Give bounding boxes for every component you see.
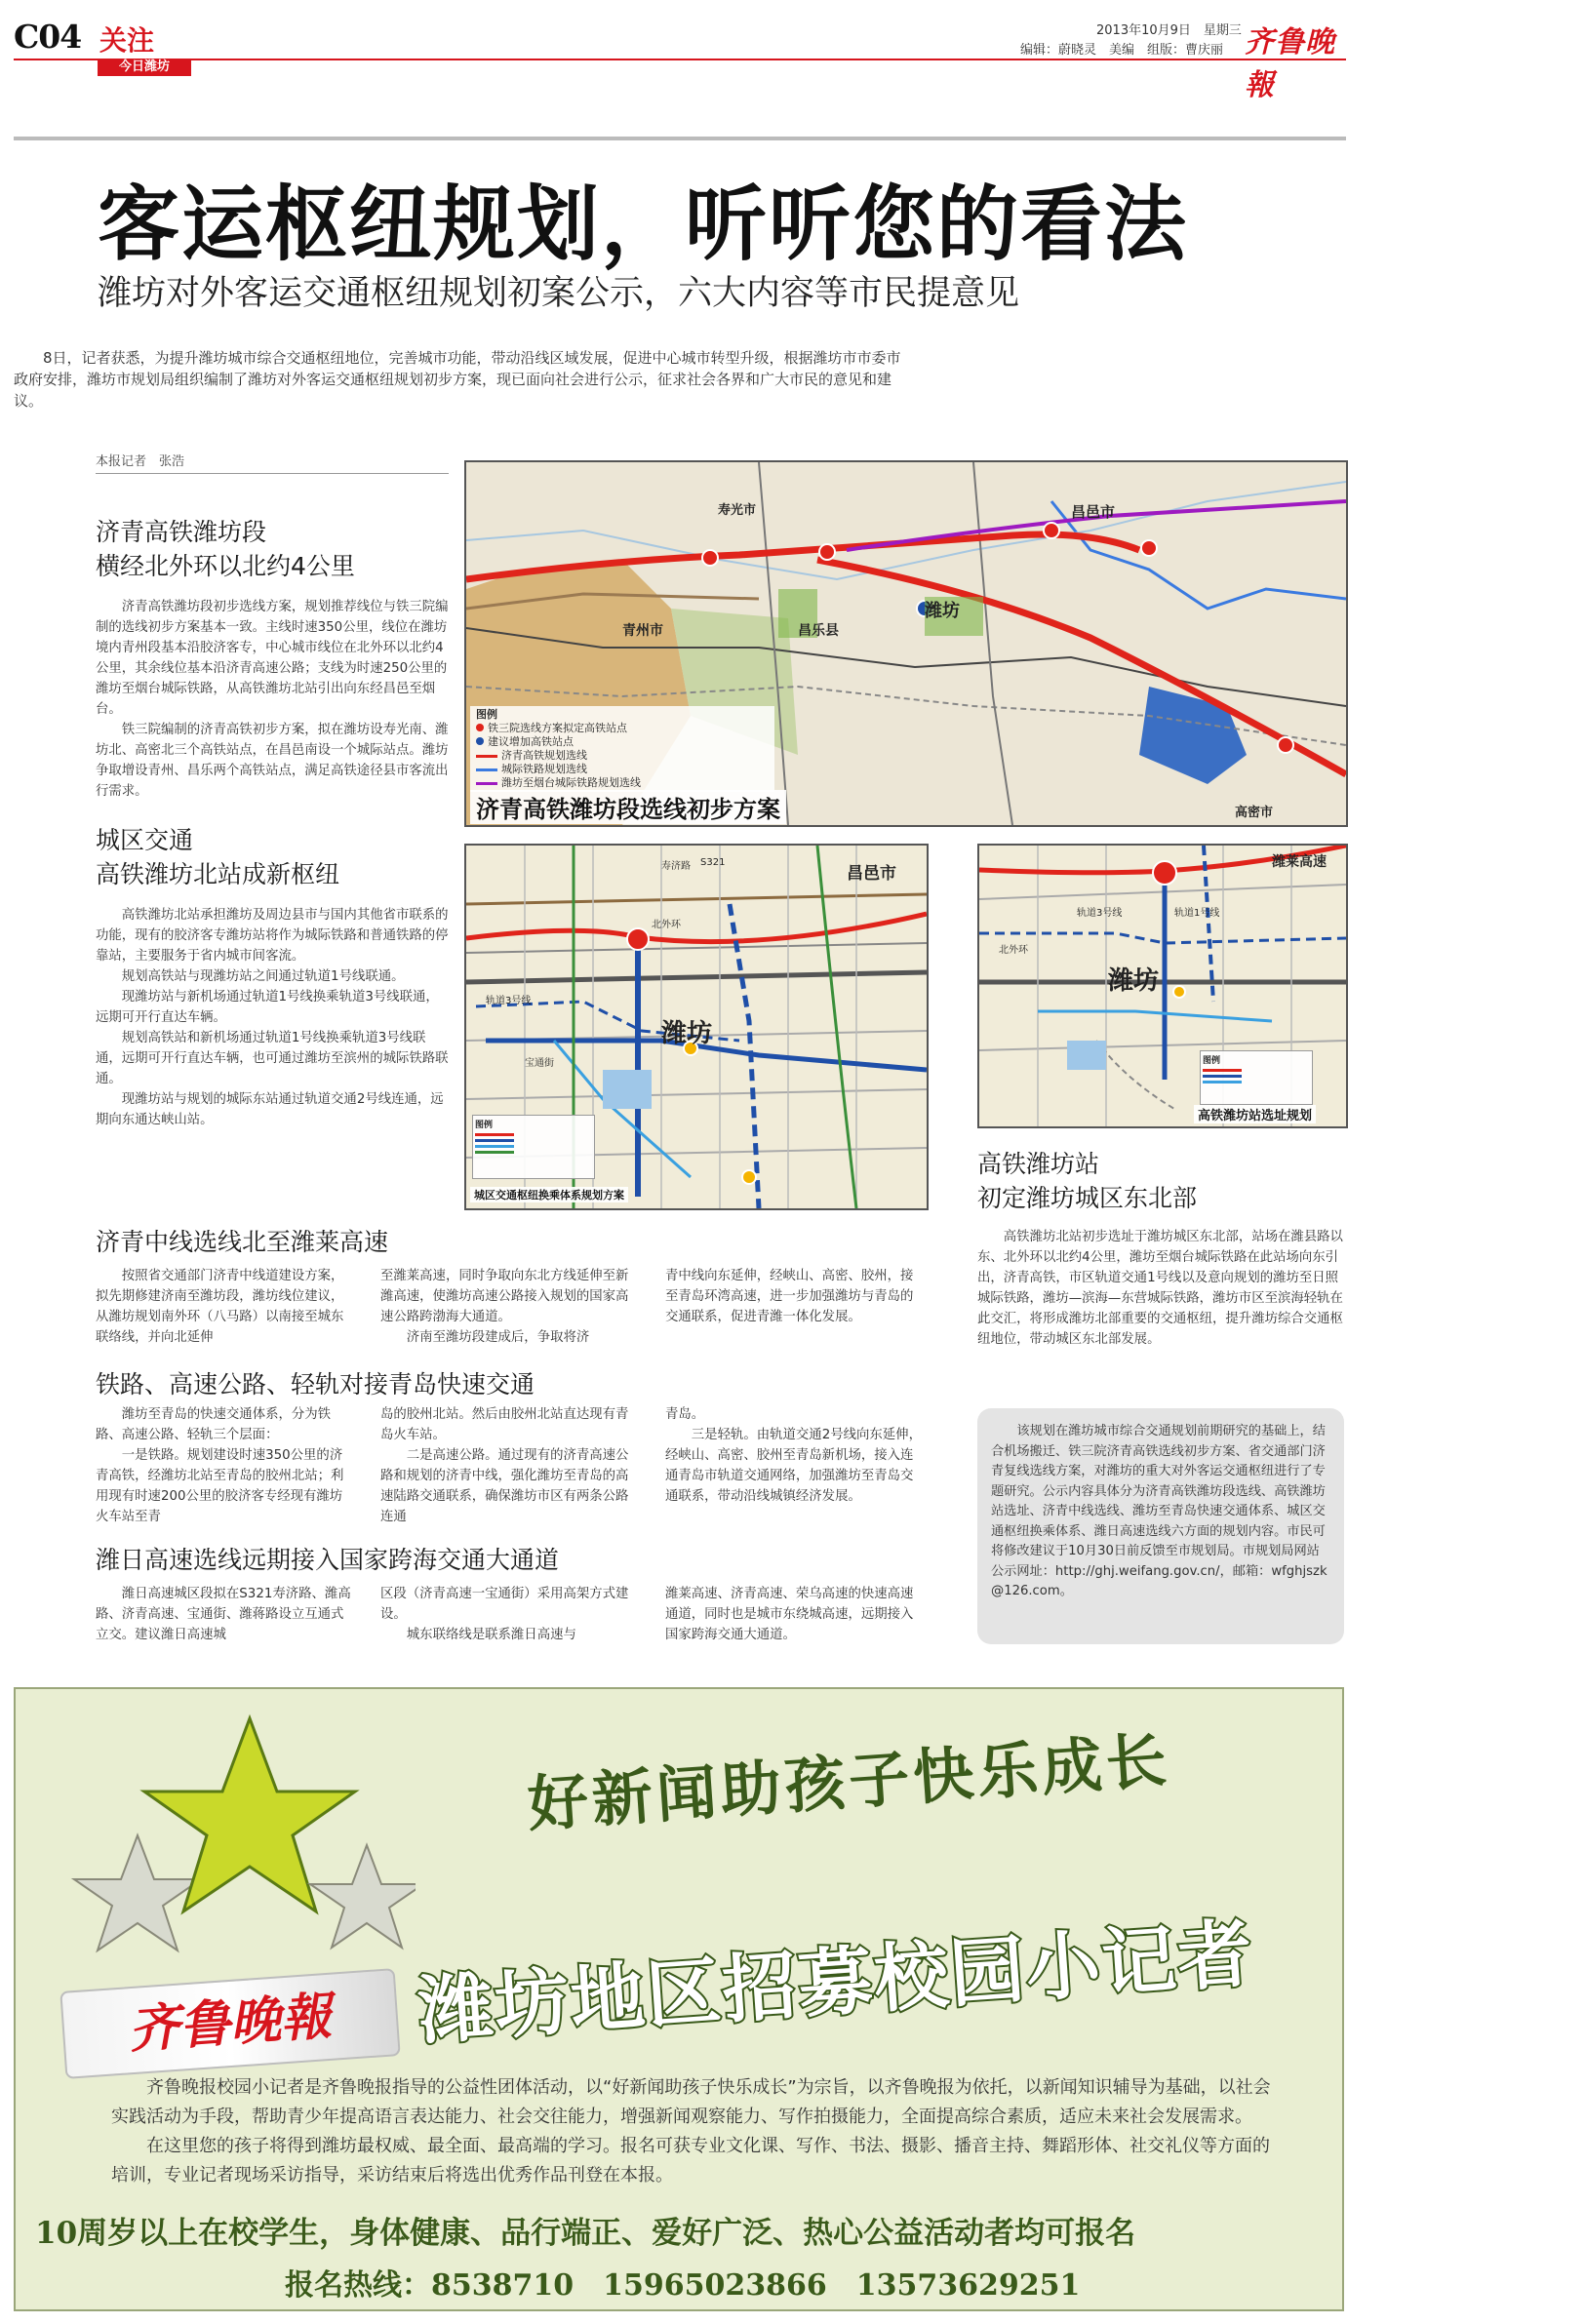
map-legend (1200, 1050, 1313, 1105)
issue-date: 2013年10月9日 星期三 (1096, 23, 1242, 38)
map-label: S321 (700, 857, 726, 868)
section-3-title-a: 高铁潍坊站 (977, 1150, 1100, 1178)
subsection-label: 今日潍坊 (118, 59, 170, 74)
ad-title: 潍坊地区招募校园小记者 (416, 1910, 1257, 2055)
section-4-title: 济青中线选线北至潍莱高速 (96, 1228, 389, 1256)
section-1-para: 铁三院编制的济青高铁初步方案，拟在潍坊设寿光南、潍坊北、高密北三个高铁站点，在昌邑南设一个城际站点。潍坊争取增设青州、昌乐两个高铁站点，满足高铁途径县市客流出行需求。 (96, 723, 449, 799)
page-code: C04 (14, 18, 82, 56)
section-1-title-a: 济青高铁潍坊段 (96, 518, 267, 546)
map-label: 轨道3号线 (1077, 908, 1123, 919)
star-icon (45, 1699, 416, 1982)
notice-text: 该规划在潍坊城市综合交通规划前期研究的基础上，结合机场搬迁、铁三院济青高铁选线初步方案、省交通部门济青复线选线方案，对潍坊的重大对外客运交通枢纽进行了专题研究。公示内容具体分为济青高铁潍坊段选线、高铁潍坊站选址、济青中线选线、潍坊至青岛快速交通体系、城区交通枢纽换乘体系、潍日高速选线六方面的规划内容。市民可将修改建议于10月30日前反馈至市规划局。市规划局网站公示网址：http://ghj.weifang.gov.cn/，邮箱：wfghjszk@126.com。 (991, 1424, 1327, 1598)
editor-credits: 编辑：蔚晓灵 美编 组版：曹庆丽 (1020, 43, 1224, 58)
section-5-col: 潍坊至青岛的快速交通体系，分为铁路、高速公路、轻轨三个层面： 一是铁路。规划建设时速350公里的济青高铁，经潍坊北站至青岛的胶州北站；利用现有时速200公里的胶济客专经现有潍坊火车站至青 (96, 1407, 344, 1524)
legend-item: 铁三院选线方案拟定高铁站点 (476, 722, 769, 735)
legend-item: 建议增加高铁站点 (476, 735, 769, 749)
section-6-col: 区段（济青高速一宝通街）采用高架方式建设。 城东联络线是联系潍日高速与 (380, 1587, 629, 1642)
section-5-col: 青岛。 三是轻轨。由轨道交通2号线向东延伸，经峡山、高密、胶州至青岛新机场，接入连通青岛市轨道交通网络，加强潍坊至青岛交通联系，带动沿线城镇经济发展。 (665, 1407, 922, 1504)
section-5-title: 铁路、高速公路、轻轨对接青岛快速交通 (96, 1370, 535, 1398)
section-1-title-b: 横经北外环以北约4公里 (96, 552, 355, 580)
ad-logo: 齐鲁晚報 (127, 1986, 334, 2061)
legend-item: 济青高铁规划选线 (476, 749, 769, 763)
legend-item: 城际铁路规划选线 (476, 763, 769, 776)
section-3 (977, 1147, 1344, 1350)
ad-requirement: 10周岁以上在校学生，身体健康、品行端正、爱好广泛、热心公益活动者均可报名 (35, 2216, 1136, 2251)
ad-logo-ribbon (59, 1968, 400, 2079)
section-2-para: 现潍坊站与规划的城际东站通过轨道交通2号线连通，远期向东通达峡山站。 (96, 1092, 444, 1127)
map-legend (470, 706, 774, 792)
subheadline: 潍坊对外客运交通枢纽规划初案公示，六大内容等市民提意见 (98, 274, 1020, 313)
section-6-col: 潍莱高速、济青高速、荣乌高速的快速高速通道，同时也是城市东绕城高速，远期接入国家跨海交通大通道。 (665, 1587, 914, 1642)
ad-banner (14, 1687, 1344, 2311)
map-label: 昌乐县 (798, 623, 839, 639)
map-label: 轨道1号线 (1174, 908, 1220, 919)
section-2-para: 高铁潍坊北站承担潍坊及周边县市与国内其他省市联系的功能，现有的胶济客专潍坊站将作为城际铁路和普通铁路的停靠站，主要服务于省内城市间客流。 (96, 908, 449, 964)
legend-item: 潍坊至烟台城际铁路规划选线 (476, 776, 769, 790)
masthead-logo: 齐鲁晚報 (1245, 25, 1335, 102)
map-legend (472, 1115, 595, 1179)
legend-title: 图例 (476, 708, 497, 721)
map-label: 寿光市 (718, 503, 757, 518)
notice-box (977, 1408, 1344, 1644)
ad-body (111, 2073, 1282, 2190)
section-3-para: 高铁潍坊北站初步选址于潍坊城区东北部，站场在潍县路以东、北外环以北约4公里，潍坊至烟台城际铁路在此站场向东引出，济青高铁，市区轨道交通1号线以及意向规划的潍坊至日照城际铁路，潍坊—滨海—东营城际铁路，潍坊市区至滨海轻轨在此交汇，将形成潍坊北部重要的交通枢纽，提升潍坊综合交通枢纽地位，带动城区东北部发展。 (977, 1230, 1343, 1347)
section-2-para: 规划高铁站与现潍坊站之间通过轨道1号线联通。 (121, 969, 405, 984)
map-transfer-system (464, 844, 929, 1210)
map-caption: 高铁潍坊站选址规划 (1194, 1105, 1316, 1123)
section-4-col: 至潍莱高速，同时争取向东北方线延伸至新潍高速，使潍坊高速公路接入规划的国家高速公路跨渤海大通道。 济南至潍坊段建成后，争取将济 (380, 1269, 629, 1345)
map-label: 高密市 (1235, 806, 1274, 820)
section-5-col: 岛的胶州北站。然后由胶州北站直达现有青岛火车站。 二是高速公路。通过现有的济青高速公路和规划的济青中线，强化潍坊至青岛的高速陆路交通联系，确保潍坊市区有两条公路连通 (380, 1407, 629, 1524)
map-label: 北外环 (999, 945, 1028, 956)
map-label: 北外环 (652, 920, 681, 930)
map-label: 昌邑市 (1071, 503, 1116, 521)
lead-paragraph: 8日，记者获悉，为提升潍坊城市综合交通枢纽地位，完善城市功能，带动沿线区域发展，促进中心城市转型升级，根据潍坊市市委市政府安排，潍坊市规划局组织编制了潍坊对外客运交通枢纽规划初步方案，现已面向社会进行公示，征求社会各界和广大市民的意见和建议。 (14, 349, 901, 410)
map-caption: 城区交通枢纽换乘体系规划方案 (470, 1187, 628, 1202)
left-column (96, 451, 449, 1130)
map-jiqing-railway (464, 460, 1348, 827)
section-6-col: 潍日高速城区段拟在S321寿济路、潍高路、济青高速、宝通街、潍蒋路设立互通式立交。建议潍日高速城 (96, 1587, 351, 1642)
top-divider (14, 137, 1346, 140)
legend-title: 图例 (1203, 1056, 1221, 1066)
map-station-site (977, 844, 1348, 1128)
map-label: 潍莱高速 (1272, 854, 1327, 870)
section-3-title-b: 初定潍坊城区东北部 (977, 1184, 1198, 1212)
section-2-title-a: 城区交通 (96, 826, 194, 854)
map-label: 潍坊 (661, 1019, 713, 1048)
map-label: 轨道3号线 (486, 996, 532, 1006)
map-caption: 济青高铁潍坊段选线初步方案 (470, 790, 786, 824)
subsection-tab (98, 59, 191, 76)
header-rule (14, 59, 1346, 60)
map-label: 潍坊 (1108, 966, 1160, 996)
ad-hotline: 报名热线：8538710 15965023866 13573629251 (285, 2268, 1081, 2303)
section-4-col: 按照省交通部门济青中线道建设方案，拟先期修建济南至潍坊段，潍坊线位建议，从潍坊规划南外环（八马路）以南接至城东联络线，并向北延伸 (96, 1269, 344, 1345)
map-label: 寿济路 (661, 861, 691, 872)
ad-slogan: 好新闻助孩子快乐成长 (525, 1724, 1173, 1840)
legend-title: 图例 (475, 1121, 494, 1130)
section-label: 关注 (99, 24, 155, 57)
map-label: 宝通街 (525, 1058, 554, 1069)
section-2-para: 现潍坊站与新机场通过轨道1号线换乘轨道3号线联通，远期可开行直达车辆。 (96, 990, 439, 1025)
map-label: 潍坊 (925, 601, 960, 621)
section-2-title-b: 高铁潍坊北站成新枢纽 (96, 860, 340, 888)
section-4-col: 青中线向东延伸，经峡山、高密、胶州，接至青岛环湾高速，进一步加强潍坊与青岛的交通联系，促进青潍一体化发展。 (665, 1269, 914, 1324)
page-header (14, 18, 1346, 102)
headline: 客运枢纽规划，听听您的看法 (98, 177, 1189, 272)
map-label: 青州市 (622, 623, 663, 639)
map-label: 昌邑市 (847, 864, 896, 884)
ad-paragraph: 齐鲁晚报校园小记者是齐鲁晚报指导的公益性团体活动，以“好新闻助孩子快乐成长”为宗旨，以齐鲁晚报为依托，以新闻知识辅导为基础，以社会实践活动为手段，帮助青少年提高语言表达能力、社会交往能力，增强新闻观察能力、写作拍摄能力，全面提高综合素质，适应未来社会发展需求。 (111, 2077, 1271, 2127)
section-2-para: 规划高铁站和新机场通过轨道1号线换乘轨道3号线联通，远期可开行直达车辆，也可通过潍坊至滨州的城际铁路联通。 (96, 1031, 449, 1086)
section-6-title: 潍日高速选线远期接入国家跨海交通大通道 (96, 1546, 560, 1574)
byline: 本报记者 张浩 (96, 451, 449, 474)
ad-paragraph: 在这里您的孩子将得到潍坊最权威、最全面、最高端的学习。报名可获专业文化课、写作、书法、摄影、播音主持、舞蹈形体、社交礼仪等方面的培训，专业记者现场采访指导，采访结束后将选出优秀作品刊登在本报。 (111, 2136, 1270, 2186)
section-1-para: 济青高铁潍坊段初步选线方案，规划推荐线位与铁三院编制的选线初步方案基本一致。主线时速350公里，线位在潍坊境内青州段基本沿胶济客专，中心城市线位在北外环以北约4公里，其余线位基本沿济青高速公路；支线为时速250公里的潍坊至烟台城际铁路，从高铁潍坊北站引出向东经昌邑至烟台。 (96, 600, 449, 717)
